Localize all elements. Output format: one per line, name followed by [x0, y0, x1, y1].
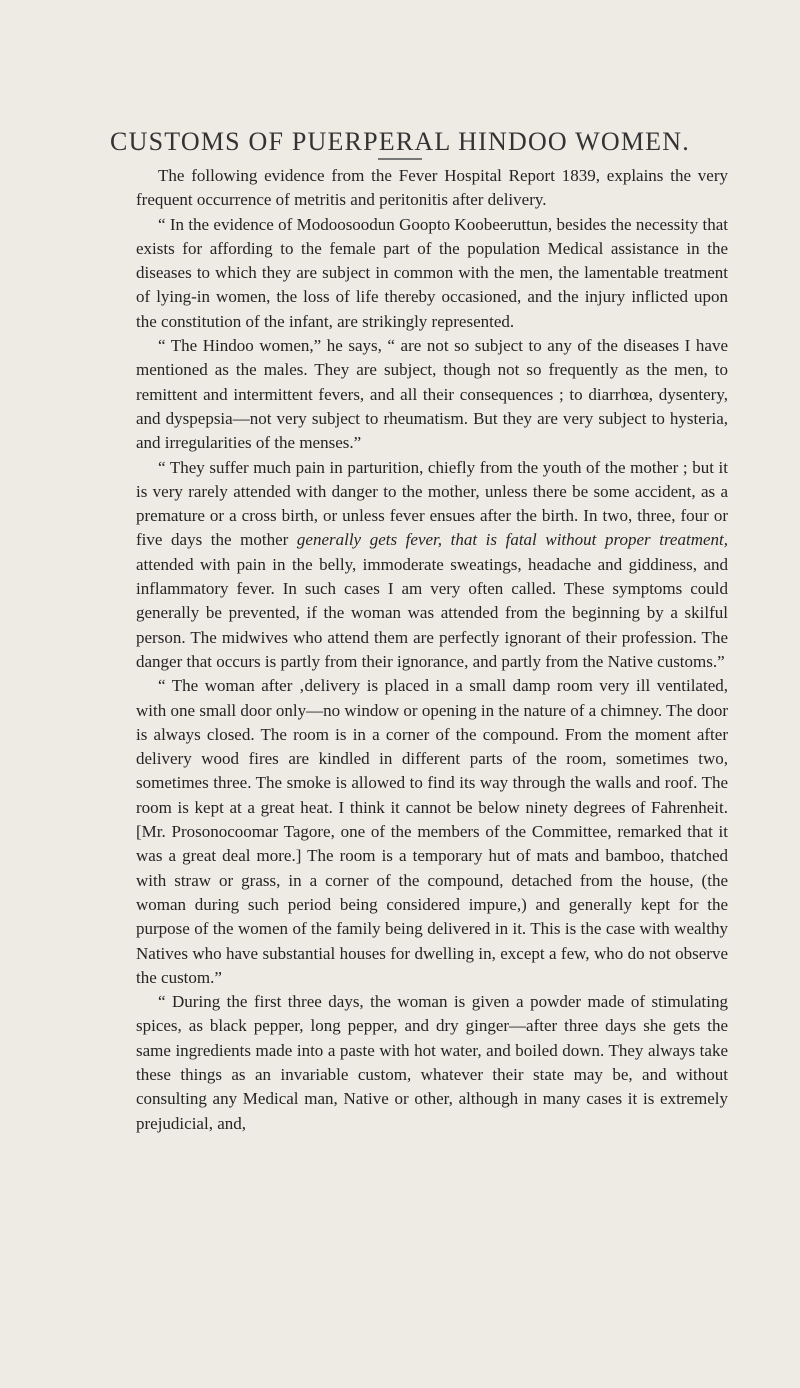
- paragraph: “ The woman after ‚delivery is placed in a small damp room very ill ventilated, with one small door only—no window or opening in the nature of a chimney. The door is always closed. The room is in a corner of the compound. From the moment after delivery wood fires are kindled in different parts of the room, sometimes two, sometimes three. The smoke is allowed to find its way through the walls and roof. The room is kept at a great heat. I think it cannot be below ninety degrees of Fahrenheit. [Mr. Prosonocoomar Tagore, one of the members of the Committee, remarked that it was a great deal more.] The room is a temporary hut of mats and bamboo, thatched with straw or grass, in a corner of the compound, detached from the house, (the woman during such period being considered impure,) and generally kept for the purpose of the women of the family being delivered in it. This is the case with wealthy Natives who have substantial houses for dwelling in, except a few, who do not observe the custom.”: [136, 676, 728, 987]
- header-rule: [378, 158, 422, 160]
- page-body: [136, 164, 728, 1136]
- paragraph: “ During the first three days, the woman is given a powder made of stimulating spices, as black pepper, long pepper, and dry ginger—after three days she gets the same ingredients made into a paste with hot water, and boiled down. They always take these things as an invariable custom, whatever their state may be, and without consulting any Medical man, Native or other, although in many cases it is extremely prejudicial, and,: [136, 992, 728, 1133]
- italic-emphasis: generally gets fever, that is fatal without proper treatment,: [296, 530, 728, 550]
- running-header: CUSTOMS OF PUERPERAL HINDOO WOMEN.: [110, 127, 690, 156]
- paragraph: “ In the evidence of Modoosoodun Goopto Koobeeruttun, besides the necessity that exists for affording to the female part of the population Medical assistance in the diseases to which they are subject in common with the men, the lamentable treatment of lying-in women, the loss of life thereby occasioned, and the injury inflicted upon the constitution of the infant, are strikingly represented.: [136, 214, 728, 331]
- paragraph-text: “ They suffer much pain in parturition, chiefly from the youth of the mother ; but it is very rarely attended with danger to the mother, unless there be some accident, as a premature or a cross birth, or unless fever ensues after the birth. In two, three, four or five days the mother: [136, 457, 728, 550]
- paragraph: “ The Hindoo women,” he says, “ are not so subject to any of the diseases I have mentioned as the males. They are subject, though not so frequently as the men, to remittent and intermittent fevers, and all their consequences ; to diarrhœa, dysentery, and dyspepsia—not very subject to rheumatism. But they are very subject to hysteria, and irregularities of the menses.”: [136, 336, 728, 453]
- paragraph-text: attended with pain in the belly, immoderate sweatings, headache and giddiness, and inflammatory fever. In such cases I am very often called. These symptoms could generally be prevented, if the woman was attended from the beginning by a skilful person. The midwives who attend them are perfectly ignorant of their profession. The danger that occurs is partly from their ignorance, and partly from the Native customs.”: [136, 554, 728, 671]
- paragraph: The following evidence from the Fever Hospital Report 1839, explains the very frequent occurrence of metritis and peritonitis after delivery.: [136, 166, 728, 210]
- paragraph: [136, 456, 728, 675]
